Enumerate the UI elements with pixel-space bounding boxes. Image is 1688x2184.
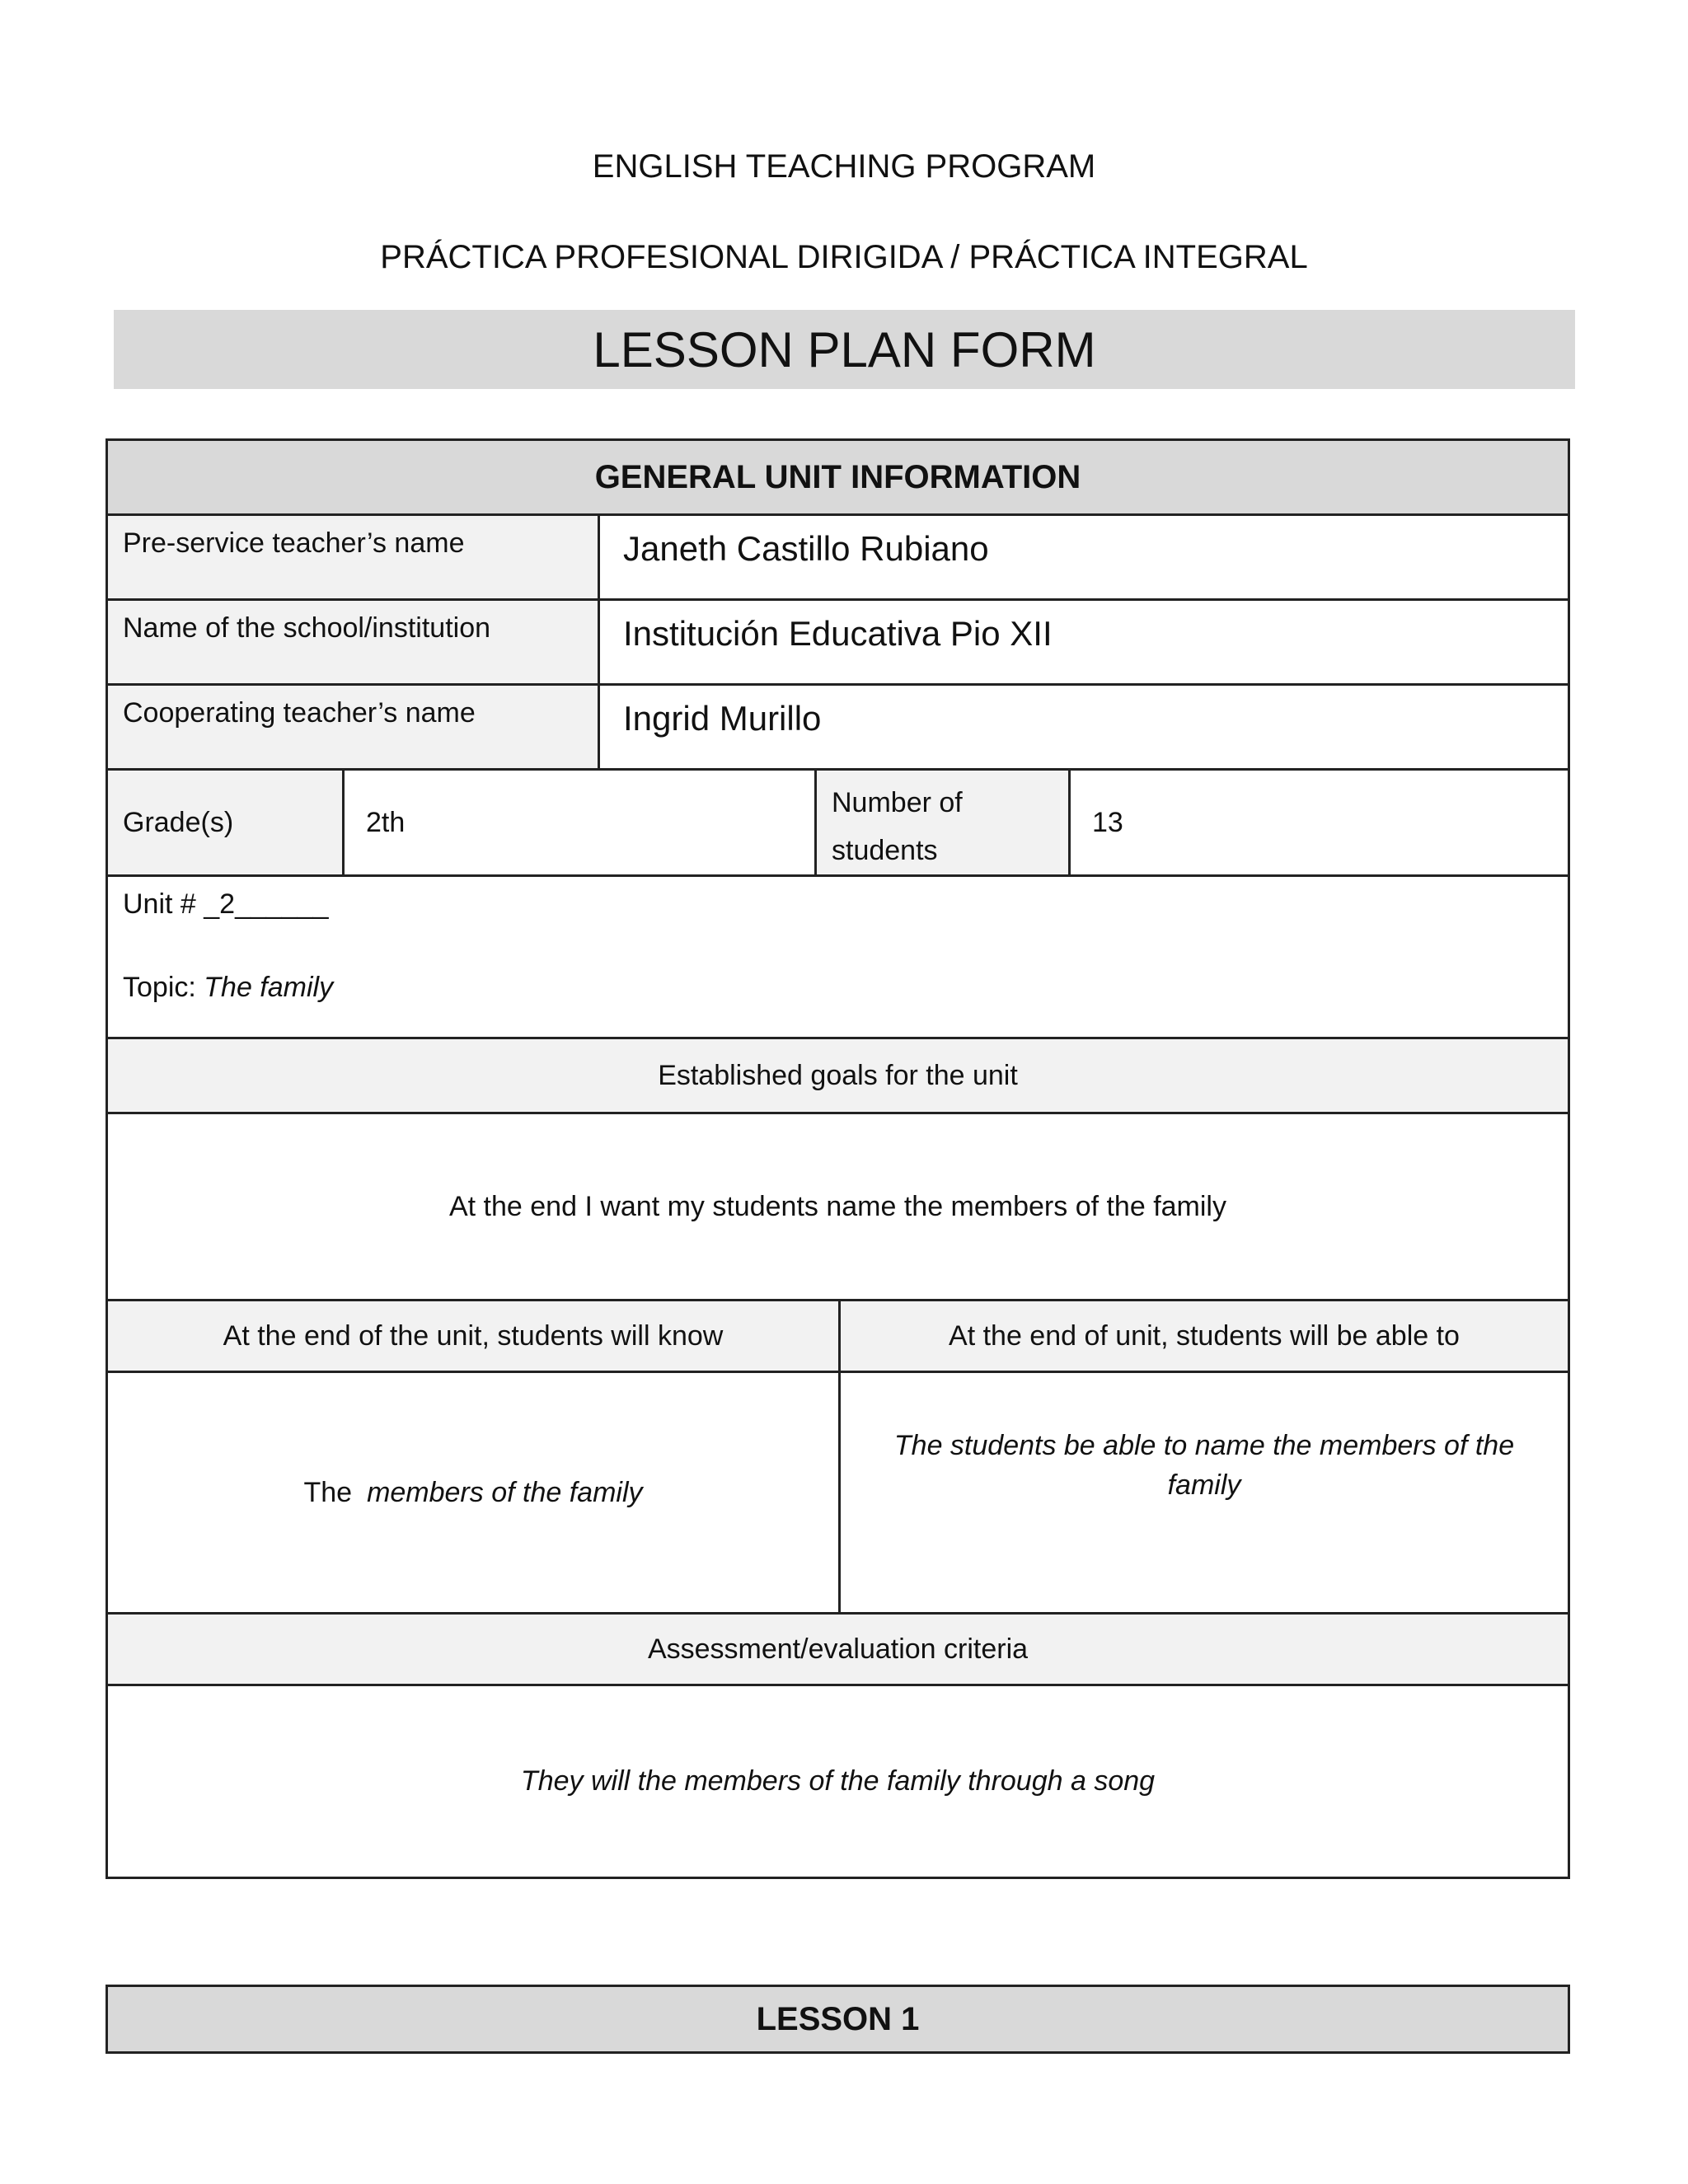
goals-heading: Established goals for the unit	[108, 1039, 1568, 1112]
assessment-text: They will the members of the family through a song	[520, 1765, 1156, 1797]
school-label: Name of the school/institution	[108, 601, 598, 683]
general-info-heading: GENERAL UNIT INFORMATION	[108, 441, 1568, 513]
unit-topic-cell	[108, 877, 1568, 1037]
general-unit-table	[106, 438, 1570, 1879]
know-text: members of the family	[367, 1476, 643, 1508]
topic-label: Topic:	[123, 972, 204, 1003]
students-value: 13	[1092, 806, 1123, 838]
know-heading: At the end of the unit, students will know	[108, 1301, 838, 1371]
unit-number: Unit # _2______	[123, 888, 329, 920]
students-label-line2: students	[832, 835, 938, 866]
topic-value: The family	[204, 972, 334, 1003]
teacher-label: Pre-service teacher’s name	[108, 516, 598, 598]
know-prefix: The	[303, 1476, 353, 1508]
assessment-heading: Assessment/evaluation criteria	[108, 1615, 1568, 1684]
lesson-title: LESSON 1	[106, 1985, 1570, 2054]
goals-text: At the end I want my students name the members of the family	[448, 1190, 1226, 1222]
teacher-value: Janeth Castillo Rubiano	[623, 529, 989, 568]
school-value: Institución Educativa Pio XII	[623, 614, 1053, 653]
know-content	[108, 1373, 838, 1612]
able-heading: At the end of unit, students will be able to	[841, 1301, 1568, 1371]
students-label-line1: Number of	[832, 787, 963, 818]
able-content: The students be able to name the members of the family	[893, 1430, 1515, 1501]
practica-title: PRÁCTICA PROFESIONAL DIRIGIDA / PRÁCTICA INTEGRAL	[380, 238, 1308, 275]
grade-value: 2th	[366, 806, 406, 838]
coop-teacher-label: Cooperating teacher’s name	[108, 686, 598, 768]
grade-label: Grade(s)	[108, 771, 342, 874]
form-title: LESSON PLAN FORM	[114, 310, 1575, 389]
coop-teacher-value: Ingrid Murillo	[623, 699, 822, 738]
program-title: ENGLISH TEACHING PROGRAM	[592, 148, 1096, 185]
students-label	[817, 771, 1068, 874]
topic-line	[123, 972, 1568, 1004]
